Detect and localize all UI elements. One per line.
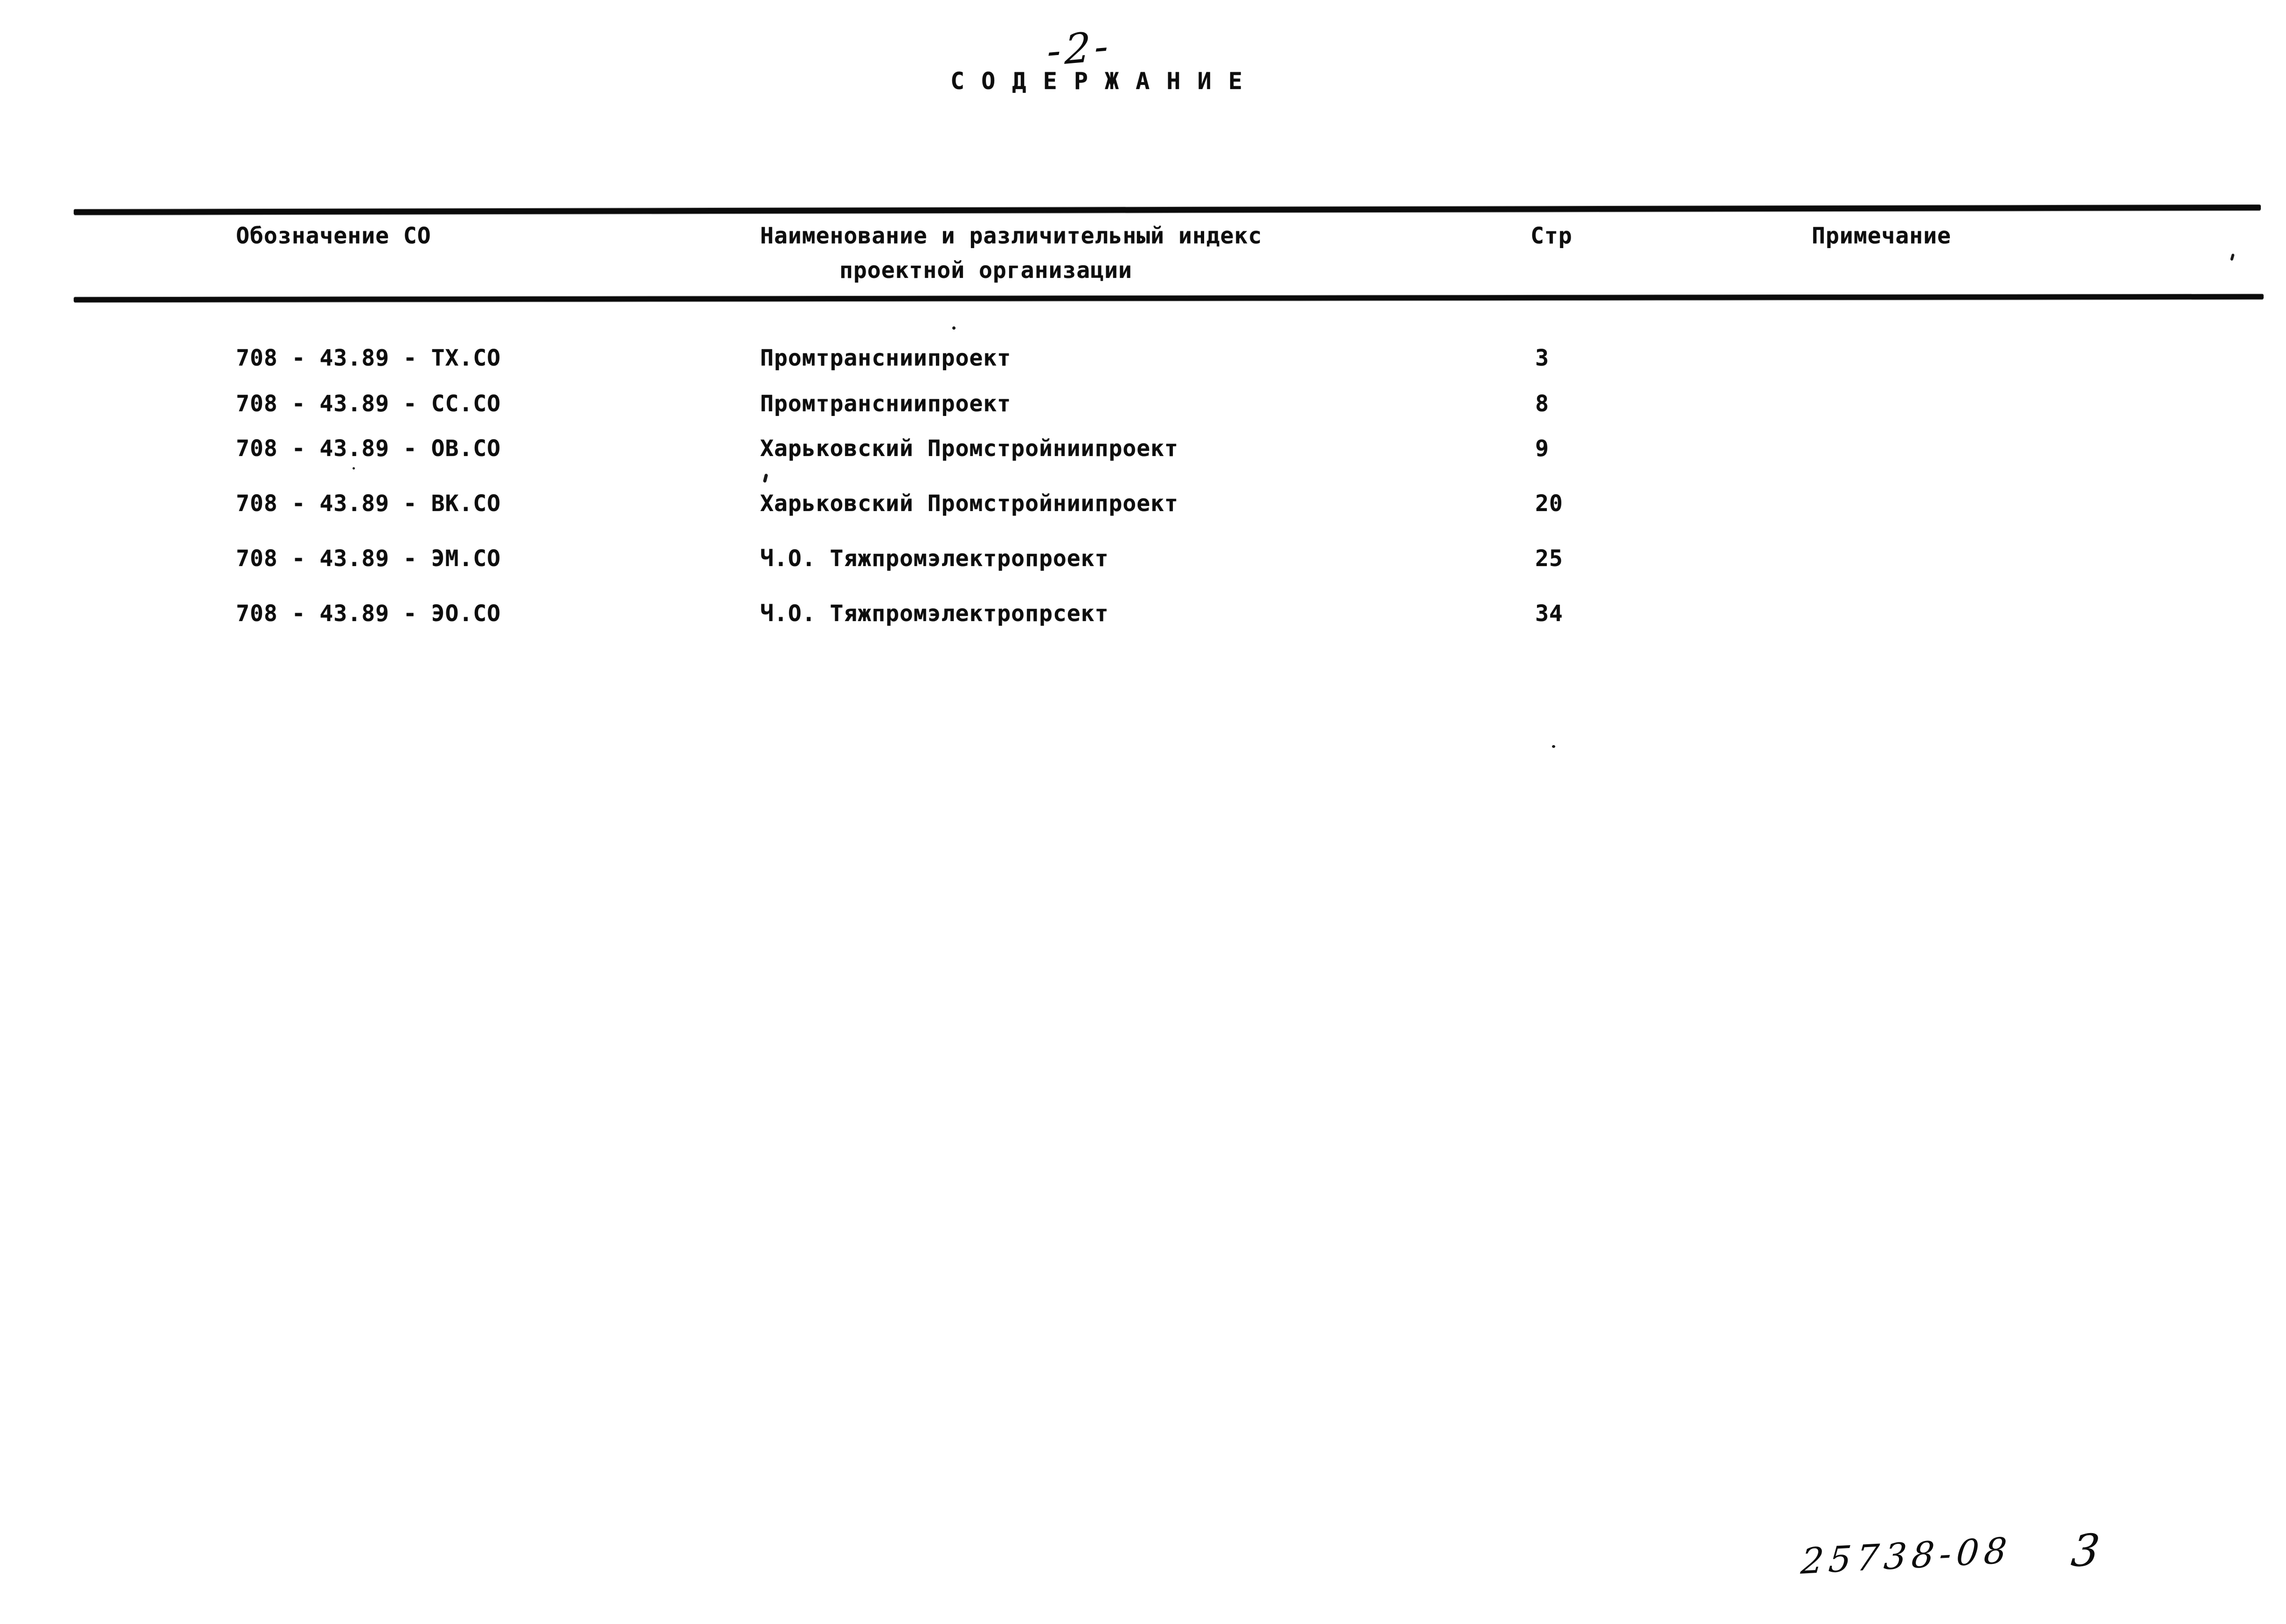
table-row-page: 20 [1535,491,1563,517]
scan-artifact [2230,253,2235,261]
table-row-page: 34 [1535,601,1563,627]
table-row-organization: Харьковский Промстройниипроект [760,491,1178,517]
column-header-page: Стр [1531,223,1572,249]
table-header-rule [74,294,2264,303]
table-row-organization: Промтрансниипроект [760,391,1011,417]
scan-artifact [952,326,956,330]
scan-artifact [353,467,355,470]
table-row-organization: Ч.О. Тяжпромэлектропроект [760,546,1109,572]
column-header-name-line2: проектной организации [839,257,1132,283]
table-row-designation: 708 - 43.89 - ТХ.СО [236,345,501,371]
table-row-page: 25 [1535,546,1563,572]
handwritten-document-code: 25738-08 [1799,1529,2014,1583]
table-row-organization: Промтрансниипроект [760,345,1011,371]
table-row-designation: 708 - 43.89 - ОВ.СО [236,435,501,462]
scan-artifact [1552,745,1555,748]
table-row-page: 3 [1535,345,1549,371]
page-title: С О Д Е Р Ж А Н И Е [950,68,1244,95]
table-row-page: 8 [1535,391,1549,417]
table-row-page: 9 [1535,435,1549,462]
column-header-designation: Обозначение СО [236,223,431,249]
table-row-designation: 708 - 43.89 - СС.СО [236,391,501,417]
handwritten-page-number: -2- [1046,21,1113,76]
table-row-designation: 708 - 43.89 - ЭО.СО [236,601,501,627]
column-header-name-line1: Наименование и различительный индекс [760,223,1262,249]
table-top-rule [74,205,2261,215]
table-row-organization: Ч.О. Тяжпромэлектропрсект [760,601,1109,627]
table-row-designation: 708 - 43.89 - ВК.СО [236,491,501,517]
scan-artifact [763,473,768,483]
column-header-note: Примечание [1812,223,1951,249]
table-row-organization: Харьковский Промстройниипроект [760,435,1178,462]
table-row-designation: 708 - 43.89 - ЭМ.СО [236,546,501,572]
handwritten-sheet-number: 3 [2069,1525,2102,1577]
